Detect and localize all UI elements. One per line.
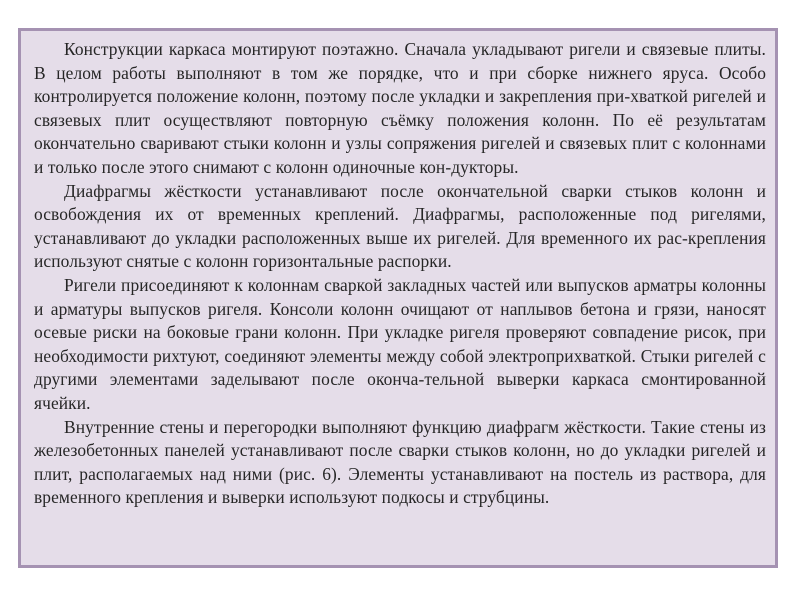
text-box [18, 28, 778, 568]
paragraph-internal-walls: Внутренние стены и перегородки выполняют функцию диафрагм жёсткости. Такие стены из железобетонных панелей устанавливают после сварки стыков колонн, но до укладки ригелей и плит, располагаемых над ними (рис. 6). Элементы устанавливают на постель из раствора, для временного крепления и выверки используют подкосы и струбцины. [34, 416, 766, 508]
paragraph-frame-assembly: Конструкции каркаса монтируют поэтажно. Сначала укладывают ригели и связевые плиты. В целом работы выполняют в том же порядке, что и при сборке нижнего яруса. Особо контролируется положение колонн, поэтому после укладки и закрепления при-хваткой ригелей и связевых плит осуществляют повторную съёмку положения колонн. По её результатам окончательно сваривают стыки колонн и узлы сопряжения ригелей и связевых плит с колоннами и только после этого снимают с колонн одиночные кон-дукторы. [34, 39, 766, 177]
paragraph-girders: Ригели присоединяют к колоннам сваркой закладных частей или выпусков арматры колонны и арматуры выпусков ригеля. Консоли колонн очищают от наплывов бетона и грязи, наносят осевые риски на боковые грани колонн. При укладке ригеля проверяют совпадение рисок, при необходимости рихтуют, соединяют элементы между собой электроприхваткой. Стыки ригелей с другими элементами заделывают после оконча-тельной выверки каркаса смонтированной ячейки. [34, 274, 766, 413]
paragraph-stiffness-diaphragms: Диафрагмы жёсткости устанавливают после окончательной сварки стыков колонн и освобождения их от временных креплений. Диафрагмы, расположенные под ригелями, устанавливают до укладки расположенных выше их ригелей. Для временного их рас-крепления используют снятые с колонн горизонтальные распорки. [34, 180, 766, 272]
